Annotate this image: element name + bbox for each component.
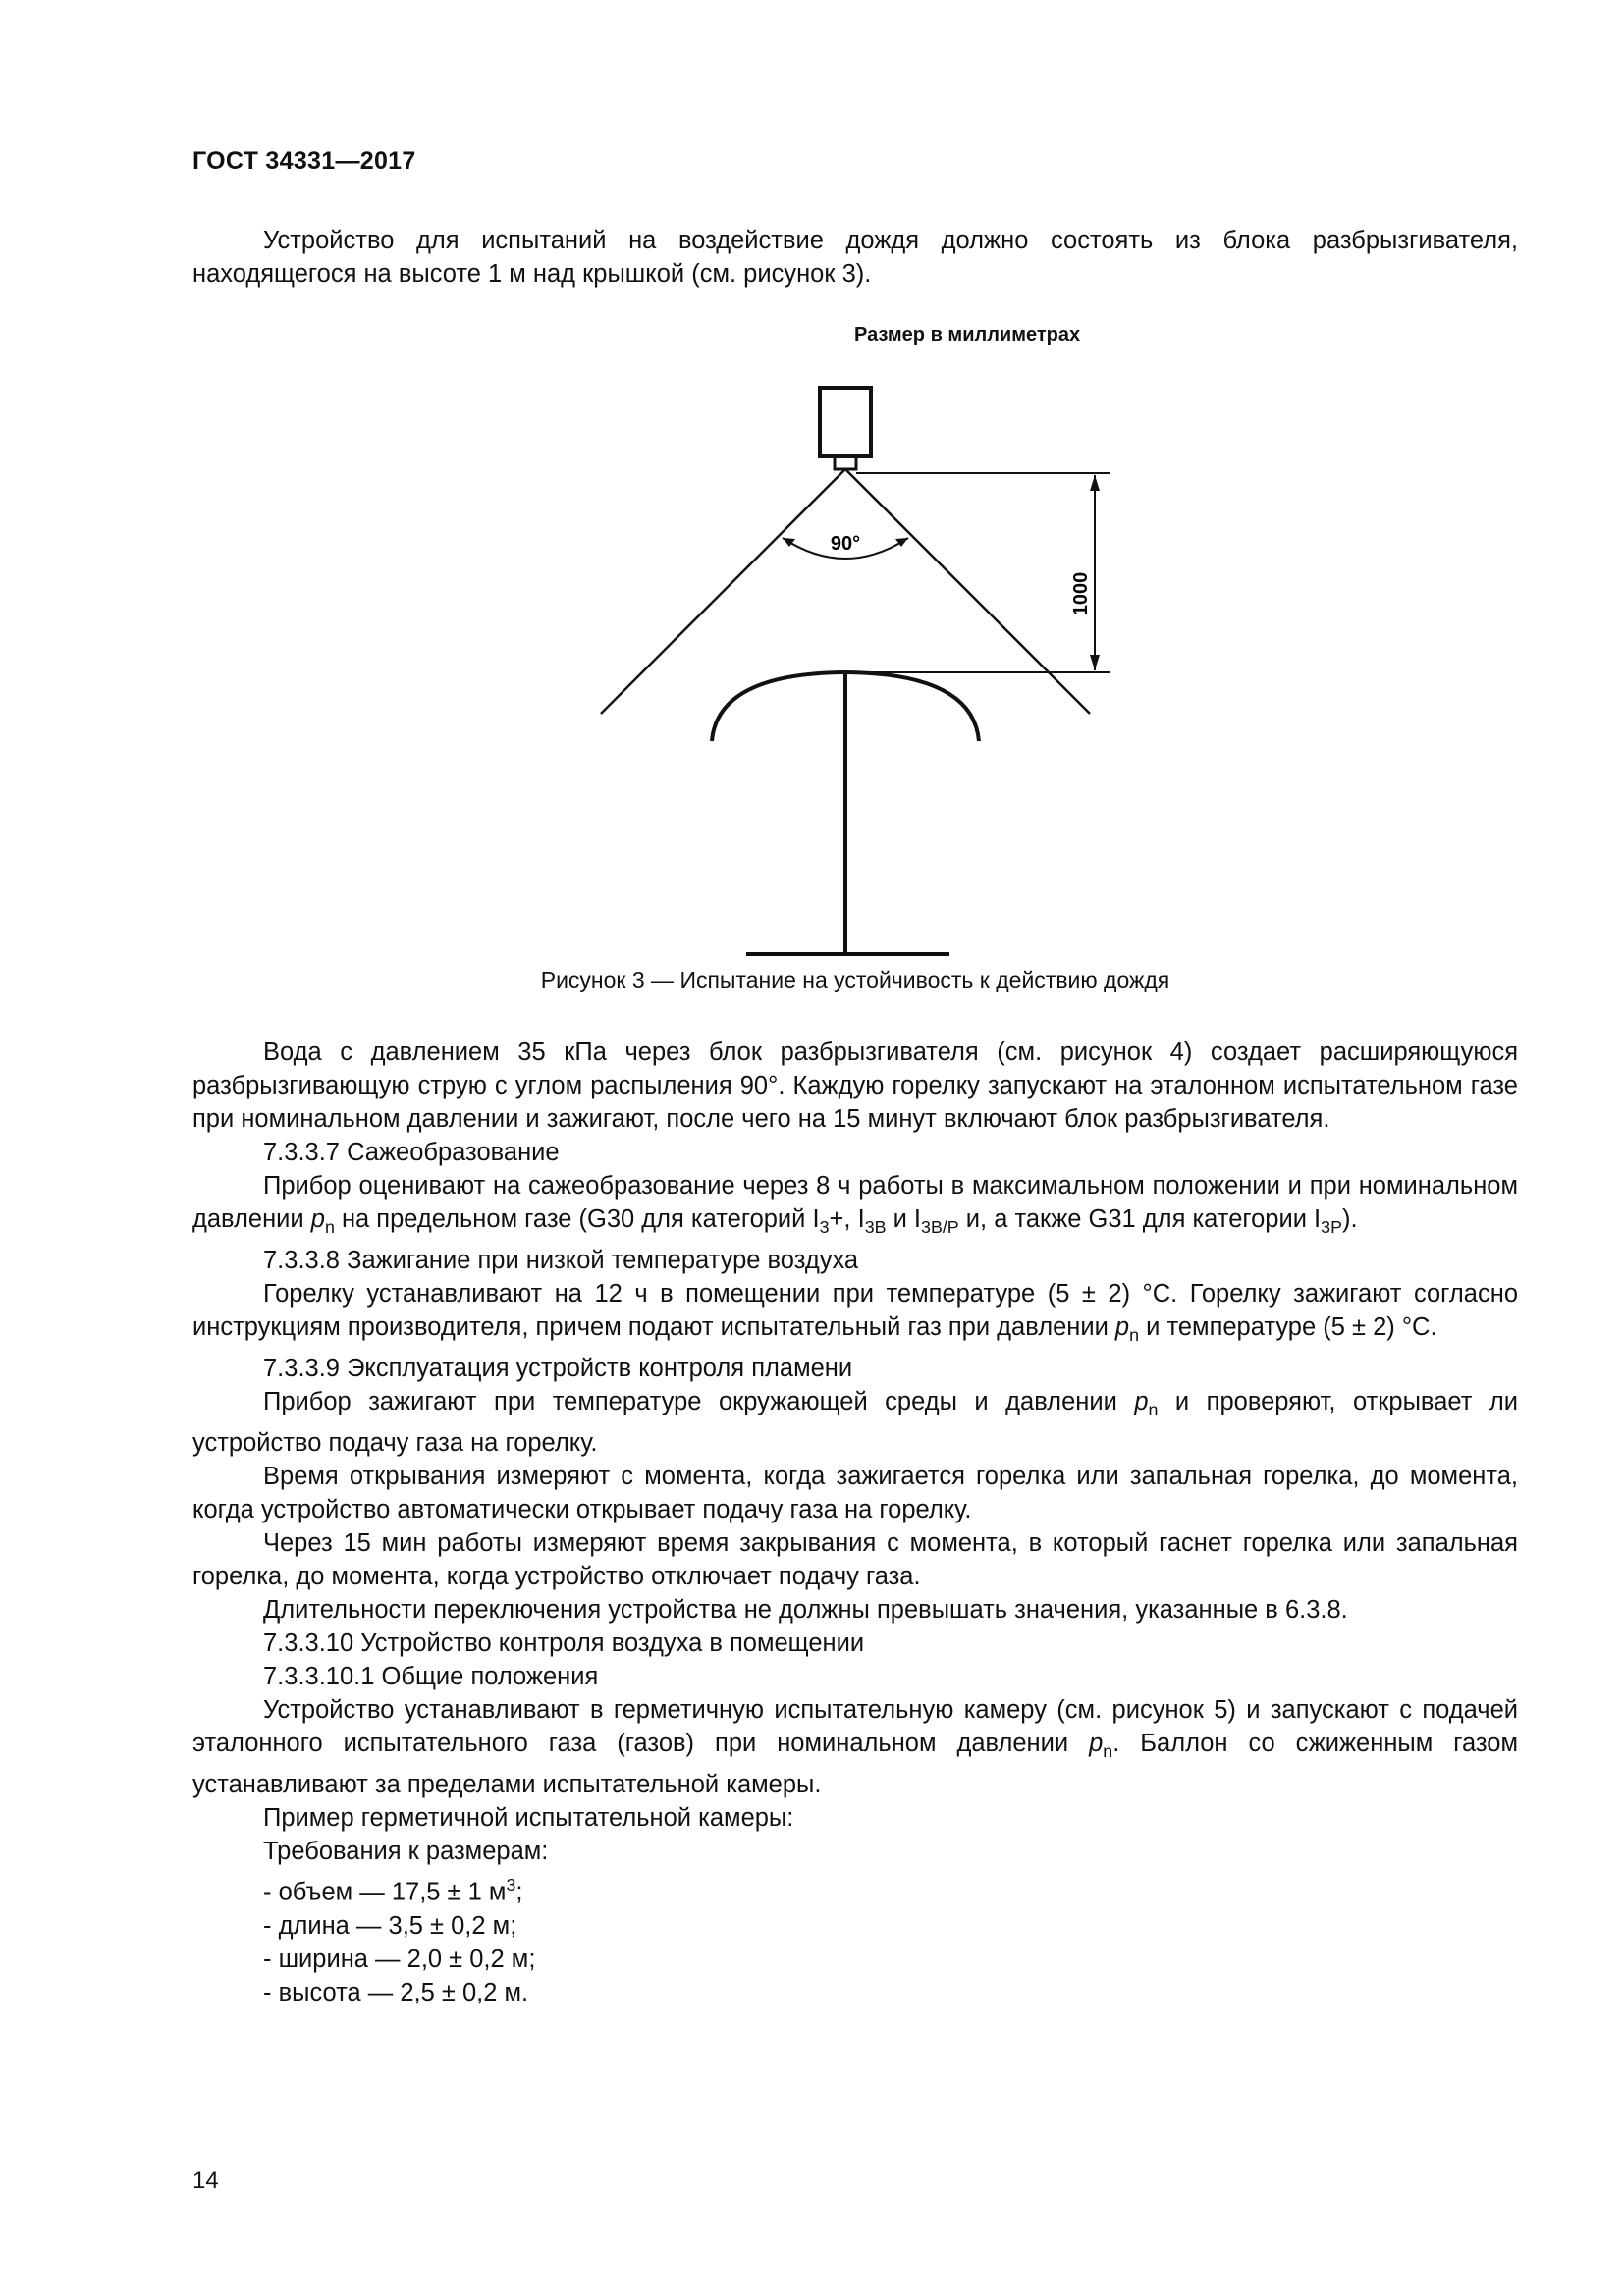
intro-paragraph: Устройство для испытаний на воздействие дождя должно состоять из блока разбрызгивателя, находящегося на высоте 1 м над крышкой (см. рисунок 3).: [192, 227, 1518, 288]
section-heading: 7.3.3.10 Устройство контроля воздуха в помещении: [263, 1629, 865, 1658]
list-item: - высота — 2,5 ± 0,2 м.: [263, 1978, 529, 2006]
paragraph: Прибор зажигают при температуре окружающей среды и давлении $p_n$ и проверяют, открывает ли устройство подачу газа на горелку.: [192, 1388, 1518, 1458]
section-heading: 7.3.3.7 Сажеобразование: [263, 1139, 560, 1166]
list-intro: Пример герметичной испытательной камеры:: [263, 1804, 794, 1833]
section-heading: 7.3.3.8 Зажигание при низкой температуре воздуха: [263, 1247, 859, 1275]
paragraph: Горелку устанавливают на 12 ч в помещении при температуре (5 ± 2) °С. Горелку зажигают согласно инструкциям производителя, причем подают испытательный газ при давлении $p_n$ и температуре (5 ± 2) °С.: [192, 1280, 1518, 1346]
dimension-arrow-bottom: [1090, 655, 1100, 670]
paragraph: Прибор оценивают на сажеобразование через 8 ч работы в максимальном положении и при номинальном давлении $p_n$ на предельном газе (G30 для категорий $I_3+$, $I_{3B}$ и $I_{3B/P}$ и, а также G31 для категории $I_{3P}$).: [192, 1172, 1518, 1238]
list-item: - длина — 3,5 ± 0,2 м;: [263, 1911, 517, 1940]
section-heading: 7.3.3.9 Эксплуатация устройств контроля пламени: [263, 1355, 853, 1383]
height-label: 1000: [1070, 571, 1092, 616]
document-header: ГОСТ 34331—2017: [192, 147, 416, 175]
figure-caption: Рисунок 3 — Испытание на устойчивость к действию дождя: [540, 967, 1170, 992]
list-item: - объем — 17,5 ± 1 $м^3$;: [263, 1875, 523, 1906]
section-heading: 7.3.3.10.1 Общие положения: [263, 1663, 599, 1691]
rain-test-figure: [569, 373, 1139, 962]
angle-label: 90°: [830, 533, 861, 555]
paragraph: Через 15 мин работы измеряют время закрывания с момента, в который гаснет горелка или запальная горелка, до момента, когда устройство отключает подачу газа.: [192, 1529, 1518, 1591]
page-number: 14: [192, 2167, 219, 2194]
paragraph: Время открывания измеряют с момента, когда зажигается горелка или запальная горелка, до момента, когда устройство автоматически открывает подачу газа на горелку.: [192, 1463, 1518, 1524]
figure-units-label: Размер в миллиметрах: [854, 324, 1081, 346]
paragraph: Длительности переключения устройства не должны превышать значения, указанные в 6.3.8.: [263, 1596, 1348, 1625]
sprinkler-block: [820, 388, 871, 456]
spray-line-left: [601, 469, 845, 714]
paragraph: Вода с давлением 35 кПа через блок разбрызгивателя (см. рисунок 4) создает расширяющуюся разбрызгивающую струю с углом распыления 90°. Каждую горелку запускают на эталонном испытательном газе при номинальном давлении и зажигают, после чего на 15 минут включают блок разбрызгивателя.: [192, 1039, 1518, 1133]
dimension-arrow-top: [1090, 475, 1100, 491]
list-item: - ширина — 2,0 ± 0,2 м;: [263, 1945, 536, 1973]
spray-line-right: [845, 469, 1090, 714]
body-text: [192, 1036, 1518, 2009]
list-intro: Требования к размерам:: [263, 1838, 549, 1866]
intro-text: [192, 224, 1518, 291]
paragraph: Устройство устанавливают в герметичную испытательную камеру (см. рисунок 5) и запускают с подачей эталонного испытательного газа (газов) при номинальном давлении $p_n$. Баллон со сжиженным газом устанавливают за пределами испытательной камеры.: [192, 1696, 1518, 1799]
